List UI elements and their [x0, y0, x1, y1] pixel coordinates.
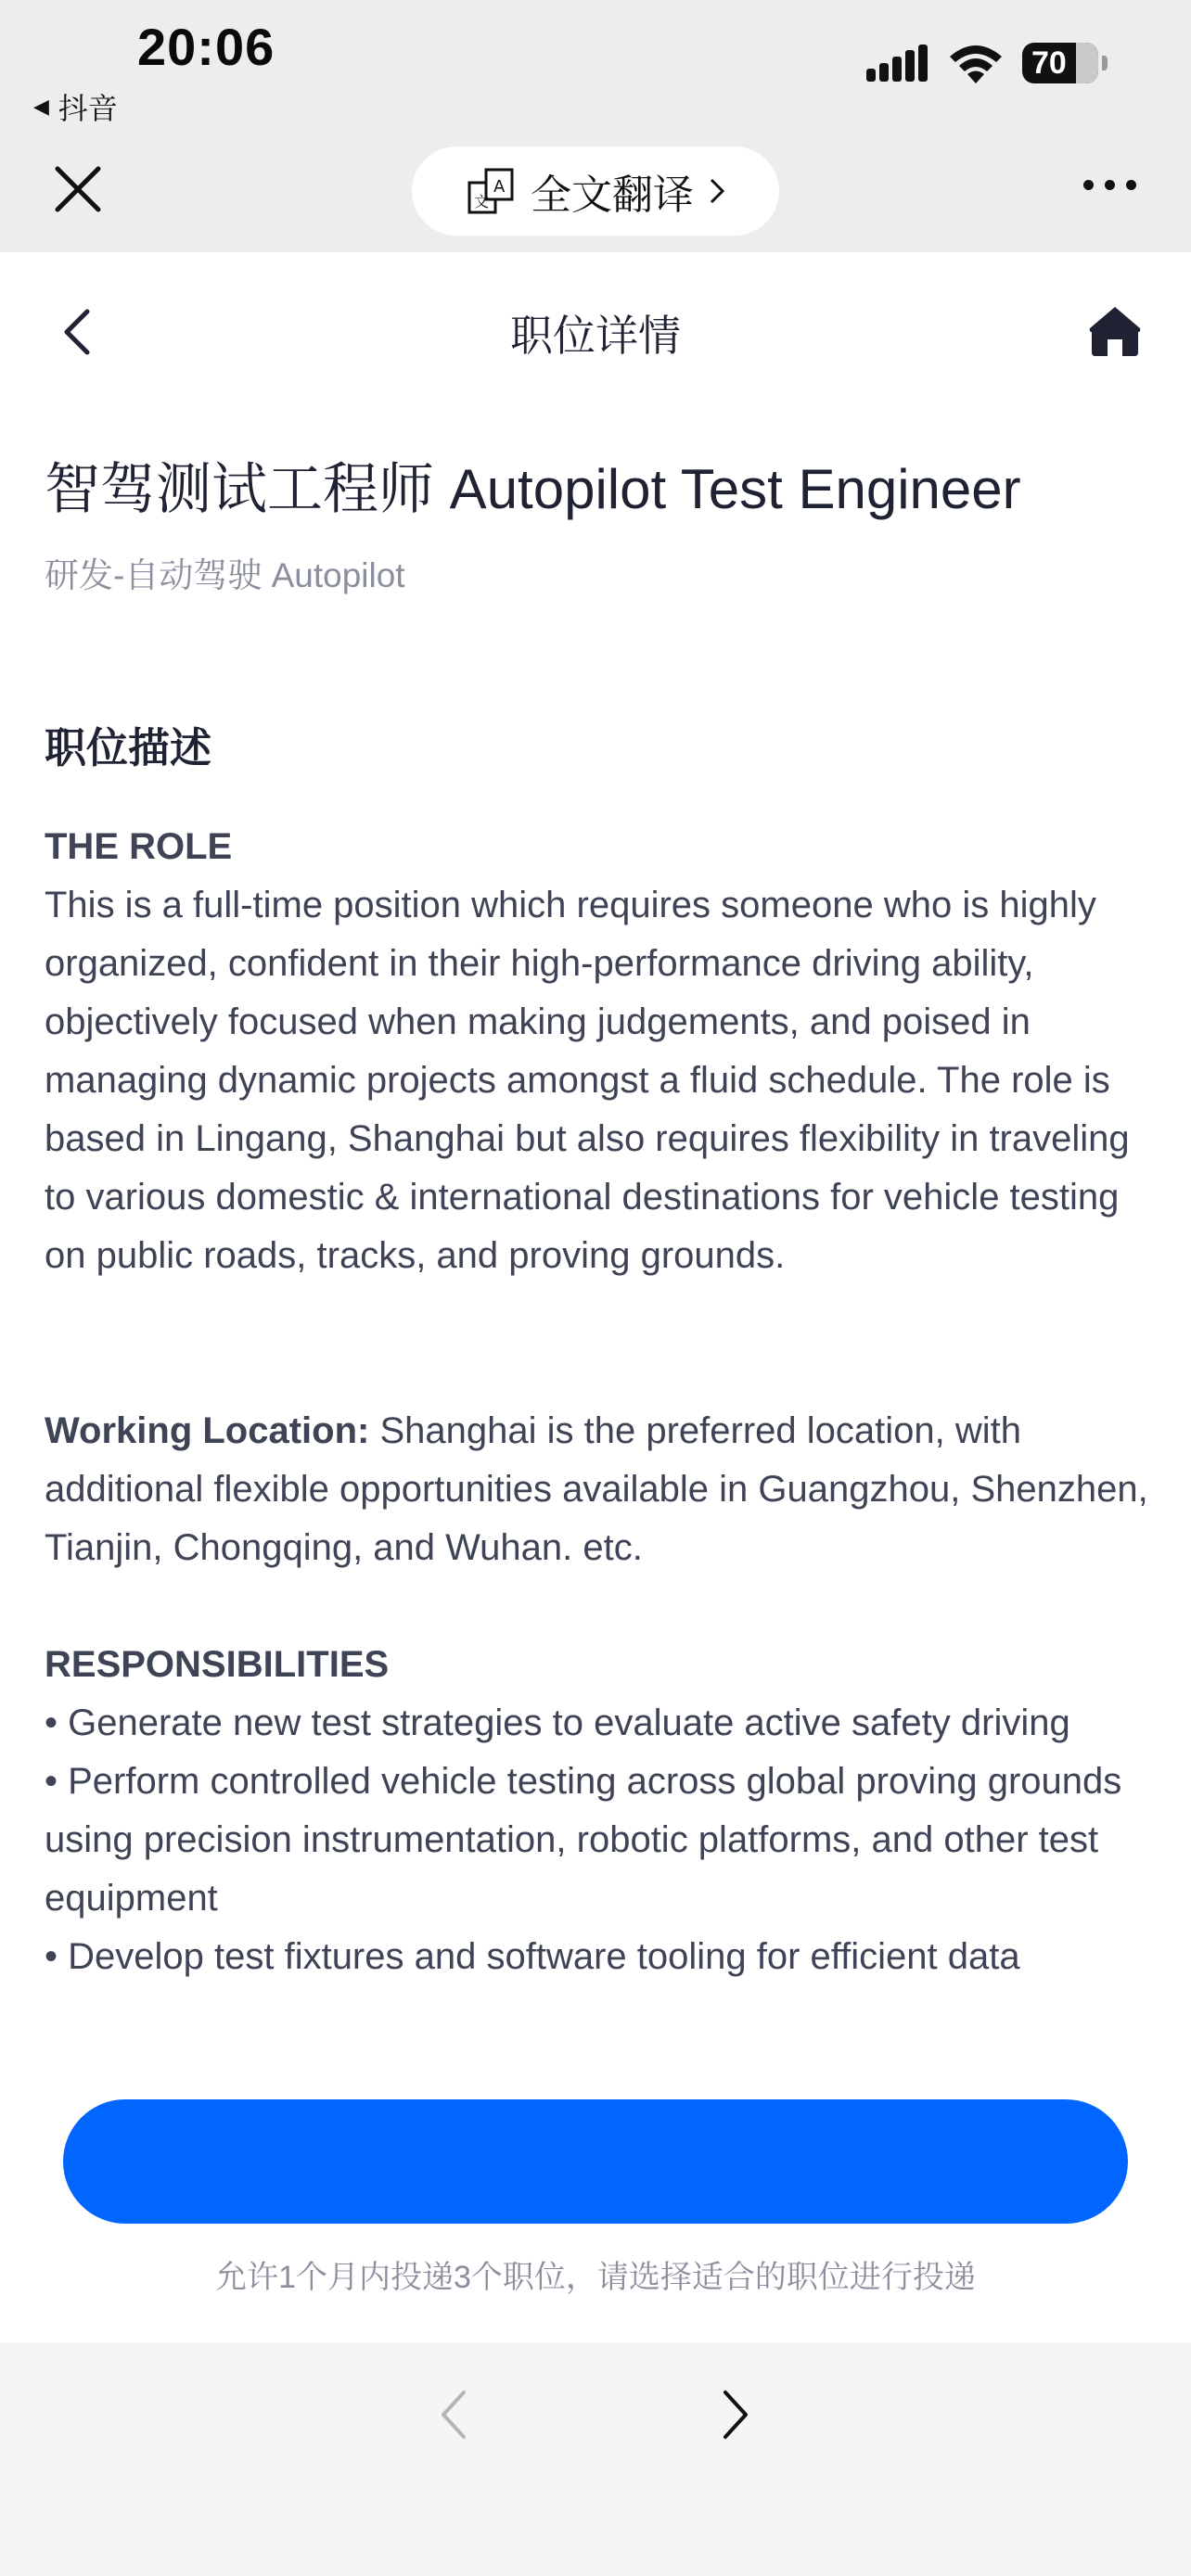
- svg-text:A: A: [493, 177, 506, 197]
- page-title: 职位详情: [510, 312, 681, 360]
- section-title: 职位描述: [45, 724, 212, 772]
- location-section: [45, 1402, 1158, 1577]
- role-section: [45, 818, 1158, 1285]
- translate-icon: [466, 166, 516, 216]
- status-time: 20:06: [137, 18, 275, 76]
- back-to-app-link[interactable]: [33, 85, 118, 128]
- role-heading: THE ROLE: [45, 826, 233, 867]
- back-app-label: 抖音: [58, 92, 118, 125]
- battery-cap: [1102, 56, 1108, 70]
- more-options-icon[interactable]: [1083, 180, 1136, 190]
- translate-label: 全文翻译: [531, 172, 694, 218]
- list-item: • Perform controlled vehicle testing across global proving grounds using precision instrumentation, robotic platforms, and other test equipment: [45, 1761, 1122, 1919]
- list-item: • Develop test fixtures and software tooling for efficient data: [45, 1936, 1020, 1977]
- battery-icon: [1022, 43, 1098, 83]
- responsibilities-heading: RESPONSIBILITIES: [45, 1644, 390, 1685]
- close-icon[interactable]: [52, 163, 104, 215]
- location-heading: Working Location:: [45, 1410, 370, 1451]
- back-triangle-icon: ◀: [33, 95, 49, 118]
- browser-bottom-bar: [0, 2342, 1191, 2576]
- wifi-icon: [948, 43, 1004, 83]
- translate-button[interactable]: [412, 147, 779, 236]
- job-category: 研发-自动驾驶 Autopilot: [45, 556, 405, 594]
- browser-forward-icon[interactable]: [716, 2387, 753, 2442]
- location-text: Shanghai is the preferred location, with additional flexible opportunities available in Guangzhou, Shenzhen, Tianjin, Chongqing, and Wuhan. etc.: [45, 1410, 1148, 1568]
- status-indicators: [866, 43, 1108, 83]
- apply-note: 允许1个月内投递3个职位，请选择适合的职位进行投递: [215, 2260, 976, 2295]
- location-paragraph: [45, 1402, 1158, 1577]
- role-text: This is a full-time position which requires someone who is highly organized, confident in their high-performance driving ability, objectively focused when making judgements, and poised in managing dynamic projects amongst a fluid schedule. The role is based in Lingang, Shanghai but also requires flexibility in traveling to various domestic & international destinations for vehicle testing on public roads, tracks, and proving grounds.: [45, 885, 1130, 1276]
- battery-level: 70: [1031, 45, 1067, 81]
- browser-back-icon[interactable]: [436, 2387, 473, 2442]
- responsibilities-section: [45, 1636, 1158, 1986]
- cellular-signal-icon: [866, 45, 929, 82]
- svg-text:文: 文: [474, 193, 490, 210]
- home-icon[interactable]: [1087, 304, 1143, 356]
- job-title: 智驾测试工程师 Autopilot Test Engineer: [45, 458, 1021, 520]
- chevron-right-icon: [709, 177, 725, 205]
- apply-button[interactable]: [63, 2099, 1128, 2224]
- list-item: • Generate new test strategies to evaluate active safety driving: [45, 1702, 1070, 1743]
